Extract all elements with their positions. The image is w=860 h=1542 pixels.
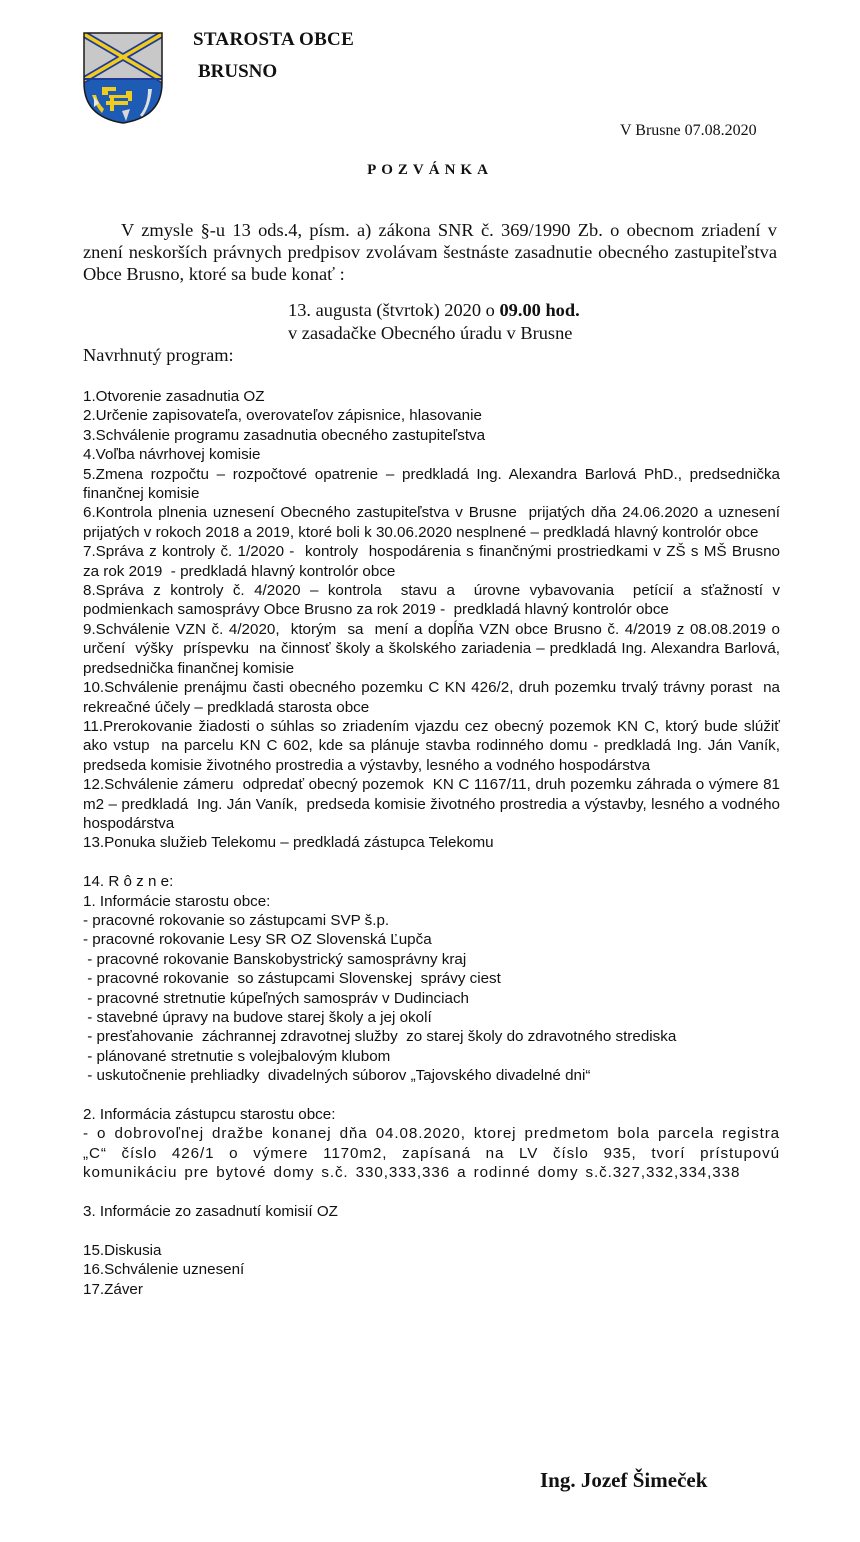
misc-info-item: - uskutočnenie prehliadky divadelných súborov „Tajovského divadelné dni“ xyxy=(83,1067,591,1085)
program-item: 2.Určenie zapisovateľa, overovateľov zápisnice, hlasovanie xyxy=(83,407,482,425)
misc-info-item: - stavebné úpravy na budove starej školy a jej okolí xyxy=(83,1008,432,1026)
misc-info-item: - presťahovanie záchrannej zdravotnej služby zo starej školy do zdravotného strediska xyxy=(83,1028,677,1046)
program-item: 13.Ponuka služieb Telekomu – predkladá zástupca Telekomu xyxy=(83,834,494,852)
misc-heading: 14. R ô z n e: xyxy=(83,873,174,891)
program-item: 7.Správa z kontroly č. 1/2020 - kontroly hospodárenia s finančnými prostriedkami v ZŠ s MŠ Brusno za rok 2019 - predkladá hlavný kontrolór obce xyxy=(83,543,785,580)
misc-info-item: - pracovné rokovanie so zástupcami Slovenskej správy ciest xyxy=(83,970,501,988)
meeting-date-text: 13. augusta (štvrtok) 2020 o xyxy=(288,300,500,320)
misc-section2-heading: 2. Informácia zástupcu starostu obce: xyxy=(83,1106,336,1123)
program-list xyxy=(83,387,789,1299)
meeting-time: 09.00 hod. xyxy=(499,300,580,320)
misc-section2-text: - o dobrovoľnej dražbe konanej dňa 04.08.2020, ktorej predmetom bola parcela registra „C“ číslo 426/1 o výmere 1170m2, zapísaná na LV číslo 935, tvorí prístupovú komunikáciu pre bytové domy s.č. 330,333,336 a rodinné domy s.č.327,332,334,338 xyxy=(83,1125,780,1182)
misc-section3-heading: 3. Informácie zo zasadnutí komisií OZ xyxy=(83,1203,338,1221)
program-item: 5.Zmena rozpočtu – rozpočtové opatrenie – predkladá Ing. Alexandra Barlová PhD., predsednička finančnej komisie xyxy=(83,465,785,503)
misc-info-item: - pracovné rokovanie Lesy SR OZ Slovenská Ľupča xyxy=(83,931,432,949)
coat-of-arms-icon xyxy=(82,31,164,125)
misc-info-item: - pracovné stretnutie kúpeľných samospráv v Dudinciach xyxy=(83,989,470,1007)
program-item: 1.Otvorenie zasadnutia OZ xyxy=(83,388,265,405)
program-item: 3.Schválenie programu zasadnutia obecného zastupiteľstva xyxy=(83,426,486,444)
misc-section1-heading: 1. Informácie starostu obce: xyxy=(83,892,271,910)
program-item: 4.Voľba návrhovej komisie xyxy=(83,446,261,464)
meeting-details xyxy=(288,299,580,345)
date-line: V Brusne 07.08.2020 xyxy=(620,122,757,139)
program-item: 6.Kontrola plnenia uznesení Obecného zastupiteľstva v Brusne prijatých dňa 24.06.2020 a uznesení prijatých v rokoch 2018 a 2019, ktoré boli k 30.06.2020 nesplnené – predkladá hlavný kontrolór obce xyxy=(83,504,785,541)
header-title-line2: BRUSNO xyxy=(198,61,278,82)
intro-paragraph: V zmysle §-u 13 ods.4, písm. a) zákona SNR č. 369/1990 Zb. o obecnom zriadení v znení neskorších právnych predpisov zvolávam šestnáste zasadnutie obecného zastupiteľstva Obce Brusno, ktoré sa bude konať : xyxy=(83,220,777,284)
program-item: 10.Schválenie prenájmu časti obecného pozemku C KN 426/2, druh pozemku trvalý trávny porast na rekreačné účely – predkladá starosta obce xyxy=(83,679,785,716)
meeting-date xyxy=(288,299,580,322)
document-title: POZVÁNKA xyxy=(367,162,493,178)
program-item: 8.Správa z kontroly č. 4/2020 – kontrola stavu a úrovne vybavovania petícií a sťažností v podmienkach samosprávy Obce Brusno za rok 2019 - predkladá hlavný kontrolór obce xyxy=(83,582,785,619)
signature-name: Ing. Jozef Šimeček xyxy=(540,1468,708,1492)
closing-item: 15.Diskusia xyxy=(83,1241,162,1259)
misc-info-item: - plánované stretnutie s volejbalovým klubom xyxy=(83,1047,391,1065)
misc-info-item: - pracovné rokovanie Banskobystrický samosprávny kraj xyxy=(83,950,467,968)
program-label: Navrhnutý program: xyxy=(83,345,234,365)
meeting-place: v zasadačke Obecného úradu v Brusne xyxy=(288,323,573,343)
closing-item: 17.Záver xyxy=(83,1280,143,1298)
closing-item: 16.Schválenie uznesení xyxy=(83,1261,245,1279)
header-title-line1: STAROSTA OBCE xyxy=(193,29,355,50)
program-item: 12.Schválenie zámeru odpredať obecný pozemok KN C 1167/11, druh pozemku záhrada o výmere 81 m2 – predkladá Ing. Ján Vaník, predseda komisie životného prostredia a výstavby, lesného a vodného hospodárstva xyxy=(83,776,785,832)
program-item: 9.Schválenie VZN č. 4/2020, ktorým sa mení a dopĺňa VZN obce Brusno č. 4/2019 z 08.08.2019 o určení výšky príspevku na činnosť školy a školského zariadenia – predkladá Ing. Alexandra Barlová, predsednička finančnej komisie xyxy=(83,620,789,677)
misc-info-item: - pracovné rokovanie so zástupcami SVP š.p. xyxy=(83,911,390,929)
program-item: 11.Prerokovanie žiadosti o súhlas so zriadením vjazdu cez obecný pozemok KN C, ktorý bude slúžiť ako vstup na parcelu KN C 602, kde sa plánuje stavba rodinného domu - predkladá Ing. Ján Vaník, predseda komisie životného prostredia a výstavby, lesného a vodného hospodárstva xyxy=(83,717,785,774)
